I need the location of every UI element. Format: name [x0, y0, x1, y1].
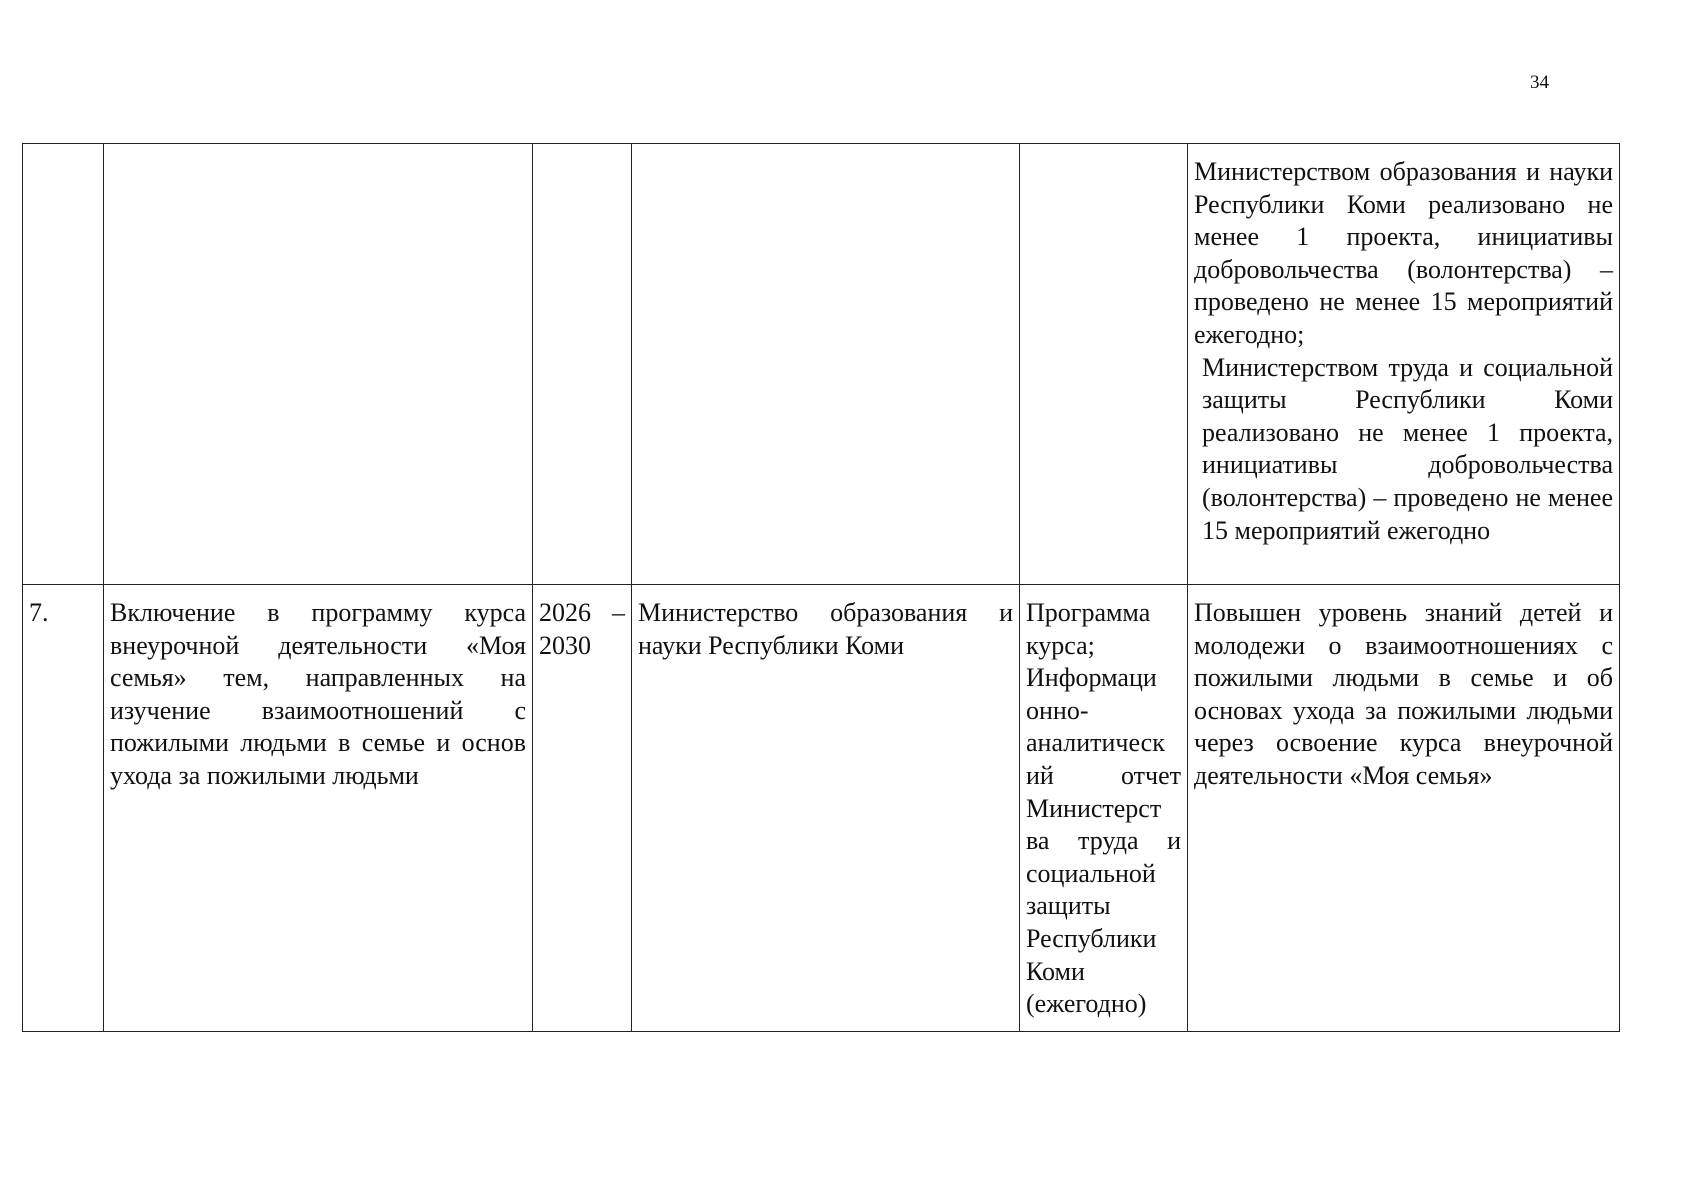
table-row-continuation — [23, 144, 1620, 585]
result-paragraph-education: Министерством образования и науки Республики Коми реализовано не менее 1 проекта, инициативы добровольчества (волонтерства) – проведено не менее 15 мероприятий ежегодно; — [1194, 157, 1613, 349]
table-row-7 — [23, 585, 1620, 1032]
cell-executor — [632, 144, 1020, 585]
result-paragraph-labour: Министерством труда и социальной защиты Республики Коми реализовано не менее 1 проекта, инициативы добровольчества (волонтерства) – проведено не менее 15 мероприятий ежегодно — [1202, 352, 1613, 545]
cell-document — [1020, 144, 1188, 585]
cell-result — [1188, 144, 1620, 585]
cell-name — [104, 144, 533, 585]
cell-period: 2026 – 2030 — [533, 585, 632, 1032]
measures-table — [22, 143, 1620, 1032]
cell-result: Повышен уровень знаний детей и молодежи о взаимоотношениях с пожилыми людьми в семье и об основах ухода за пожилыми людьми через освоение курса внеурочной деятельности «Моя семья» — [1188, 585, 1620, 1032]
page-number: 34 — [1530, 72, 1549, 93]
cell-number — [23, 144, 104, 585]
cell-name: Включение в программу курса внеурочной деятельности «Моя семья» тем, направленных на изучение взаимоотношений с пожилыми людьми в семье и основ ухода за пожилыми людьми — [104, 585, 533, 1032]
cell-document: Программа курса; Информаци онно-аналитическ ий отчет Министерст ва труда и социальной защиты Республики Коми (ежегодно) — [1020, 585, 1188, 1032]
cell-period — [533, 144, 632, 585]
cell-number: 7. — [23, 585, 104, 1032]
cell-executor: Министерство образования и науки Республики Коми — [632, 585, 1020, 1032]
